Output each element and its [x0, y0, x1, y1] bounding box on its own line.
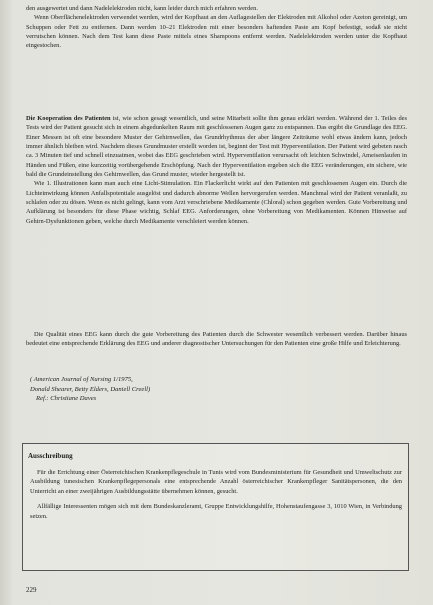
citation-authors: Donald Shearer, Betty Elders, Daniell Creell): [30, 385, 151, 393]
paragraph-text: ist, wie schon gesagt wesentlich, und seine Mitarbeit sollte ihm genau erklärt werden. Während der 1. Teiles des Tests wird der Patient gesucht sich in einem abgedunkelten Raum mit geschlossenen Augen ganz zu entspannen. Das ergibt die Grundlage des EEG. Einer Messen ist oft eine besondere Muster der Gehirnwellen, das Grundrhythmus der aber längere Zeiträume wohl etwas ändern kann, jedoch immer ähnlich bleiben wird. Nachdem dieses Grundmuster erstellt worden ist, beginnt der Test mit Hyperventilation. Der Patient wird gebeten rasch ca. 3 Minuten tief und schnell einzuatmen, wobei das EEG geschrieben wird. Hyperventilation verursacht oft leichten Schwindel, Ameisenlaufen in Händen und Füßen, eine kurzzeitig vorübergehende Erschöpfung. Nach der Hyperventilation ergeben sich die EEG veränderungen, ein sichere, wie bald die Grundeinstellung des Gehirnwellen, das Grund muster, wieder hergestellt ist.: [26, 115, 407, 179]
paragraph-text: Wie 1. Illustrationen kann man auch eine Licht-Stimulation. Ein Flackerlicht wirkt auf den Patienten mit geschlossenen Augen ein. Durch die Lichteinwirkung können Anfallspotentiale ausgelöst und dadurch abnorme Wellen hervorgerufen werden. Manchmal wird der Patient veranlaßt, zu schlafen oder zu dösen. Wenn es nicht gelingt, kann vom Arzt verschriebene Medikamente (Chloral) schon gegeben werden. Gute Vorbereitung und Aufklärung ist besonders für diese Phase wichtig, Schlaf EEG. Anforderungen, ohne Vorbereitung von Medikamenten. Können Hinweise auf Gehirn-Dysfunktionen geben, welche durch Medikamente verschleiert werden können.: [26, 180, 407, 225]
announcement-paragraph: Für die Errichtung einer Österreichischen Krankenpflegeschule in Tunis wird vom Bundesministerium für Gesundheit und Umweltschutz zur Ausbildung tunesischen Krankenpflegepersonals eine entsprechende Anzahl österreichischer Krankenpfleger Sanitätspersonen, die den Unterricht an einer zweijährigen Ausbildungsstätte übernehmen können, gesucht.: [30, 469, 402, 495]
citation-journal: ( American Journal of Nursing 1/1975,: [30, 376, 133, 383]
text-block-top: [26, 4, 407, 51]
paragraph-lead: Die Kooperation des Patienten: [26, 115, 111, 122]
source-citation: [30, 375, 330, 404]
announcement-text: [30, 468, 402, 527]
page-number: 229: [26, 586, 37, 594]
citation-ref: Ref.: Christiane Daves: [36, 395, 97, 403]
text-block-conclusion: [26, 330, 407, 349]
paragraph: Die Qualität eines EEG kann durch die gute Vorbereitung des Patienten durch die Schwester wesentlich verbessert werden. Darüber hinaus bedeutet eine entsprechende Erklärung des EEG und anderer diagnostischer Untersuchungen für den Patienten eine große Hilfe und Erleichterung.: [26, 331, 407, 348]
text-block-middle: [26, 114, 407, 226]
paragraph: den ausgewertet und dann Nadelelektroden nicht, kann leider durch mich erfahren werden.: [26, 5, 258, 12]
announcement-paragraph: Allfällige Interessenten mögen sich mit dem Bundeskanzleramt, Gruppe Entwicklungshilfe, Hohenstaufengasse 3, 1010 Wien, in Verbindung setzen.: [30, 503, 402, 520]
paragraph: [26, 179, 407, 226]
announcement-title: Ausschreibung: [28, 452, 73, 460]
announcement-box: [22, 443, 409, 571]
paragraph: Wenn Oberflächenelektroden verwendet werden, wird der Kopfhaut an den Auflagestellen der Elektroden mit Alkohol oder Azeton gereinigt, um Schuppen oder Fett zu entfernen. Dann werden 10–21 Elektroden mit einer besonders haftenden Paste am Kopf befestigt, sodaß sie nicht verrutschen können. Nach dem Test kann diese Paste mittels eines Shampoons entfernt werden. Nadelelektroden werden unter die Kopfhaut eingestochen.: [26, 14, 407, 50]
paragraph: [26, 114, 407, 179]
